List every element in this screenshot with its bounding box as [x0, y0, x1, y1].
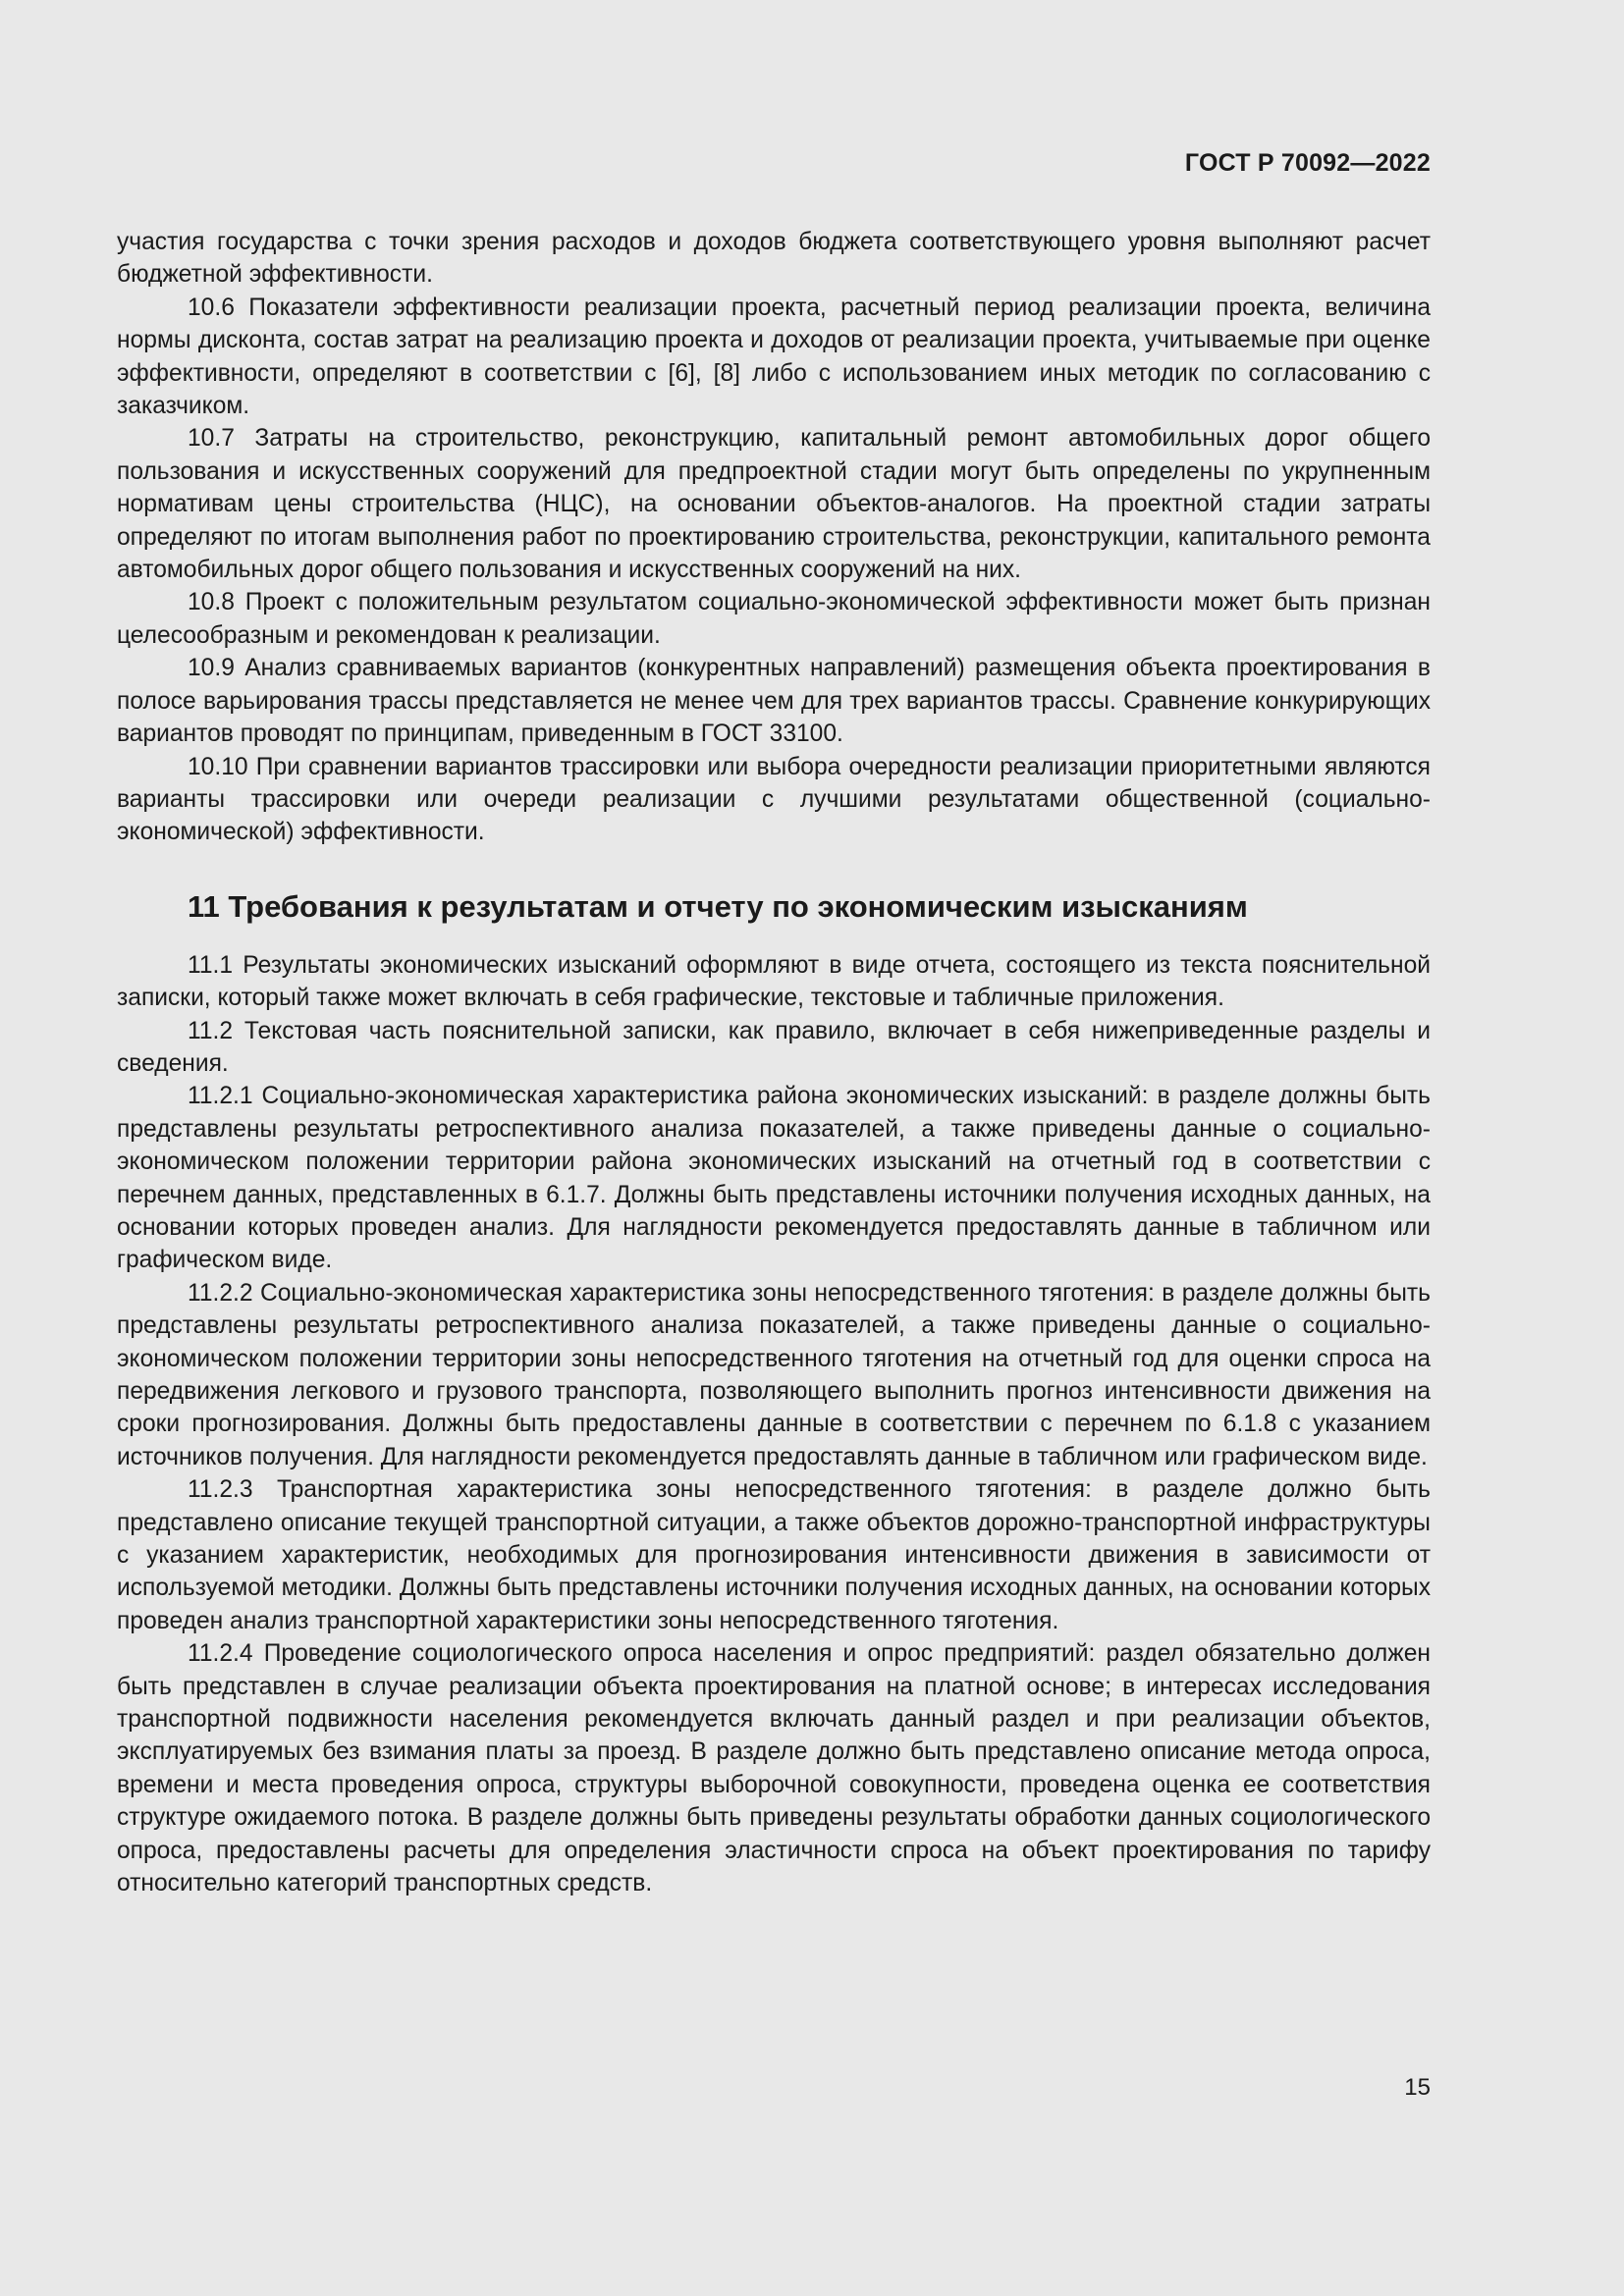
paragraph-11-2-1: 11.2.1 Социально-экономическая характеристика района экономических изысканий: в разделе должны быть представлены результаты ретроспективного анализа показателей, а также приведены данные о социально-экономическом положении территории района экономических изысканий на отчетный год в соответствии с перечнем данных, представленных в 6.1.7. Должны быть представлены источники получения исходных данных, на основании которых проведен анализ. Для наглядности рекомендуется предоставлять данные в табличном или графическом виде.: [117, 1083, 1431, 1274]
paragraph-11-2-4: 11.2.4 Проведение социологического опроса населения и опрос предприятий: раздел обязательно должен быть представлен в случае реализации объекта проектирования на платной основе; в интересах исследования транспортной подвижности населения рекомендуется включать данный раздел и при реализации объектов, эксплуатируемых без взимания платы за проезд. В разделе должно быть представлено описание метода опроса, времени и места проведения опроса, структуры выборочной совокупности, проведена оценка ее соответствия структуре ожидаемого потока. В разделе должны быть приведены результаты обработки данных социологического опроса, предоставлены расчеты для определения эластичности спроса на объект проектирования по тарифу относительно категорий транспортных средств.: [117, 1640, 1431, 1897]
paragraph-10-6: 10.6 Показатели эффективности реализации проекта, расчетный период реализации проекта, величина нормы дисконта, состав затрат на реализацию проекта и доходов от реализации проекта, учитываемые при оценке эффективности, определяют в соответствии с [6], [8] либо с использованием иных методик по согласованию с заказчиком.: [117, 294, 1431, 420]
page-content: [117, 226, 1431, 1900]
section-11-heading: 11 Требования к результатам и отчету по экономическим изысканиям: [188, 888, 1248, 924]
paragraph-11-2: 11.2 Текстовая часть пояснительной записки, как правило, включает в себя нижеприведенные разделы и сведения.: [117, 1017, 1431, 1077]
paragraph-10-10: 10.10 При сравнении вариантов трассировки или выбора очередности реализации приоритетными являются варианты трассировки или очереди реализации с лучшими результатами общественной (социально-экономической) эффективности.: [117, 753, 1431, 846]
paragraph-10-9: 10.9 Анализ сравниваемых вариантов (конкурентных направлений) размещения объекта проектирования в полосе варьирования трассы представляется не менее чем для трех вариантов трассы. Сравнение конкурирующих вариантов проводят по принципам, приведенным в ГОСТ 33100.: [117, 655, 1431, 748]
paragraph-10-7: 10.7 Затраты на строительство, реконструкцию, капитальный ремонт автомобильных дорог общего пользования и искусственных сооружений для предпроектной стадии могут быть определены по укрупненным нормативам цены строительства (НЦС), на основании объектов-аналогов. На проектной стадии затраты определяют по итогам выполнения работ по проектированию строительства, реконструкции, капитального ремонта автомобильных дорог общего пользования и искусственных сооружений на них.: [117, 425, 1431, 584]
paragraph-11-2-2: 11.2.2 Социально-экономическая характеристика зоны непосредственного тяготения: в разделе должны быть представлены результаты ретроспективного анализа показателей, а также приведены данные о социально-экономическом положении территории зоны непосредственного тяготения на отчетный год для оценки спроса на передвижения легкового и грузового транспорта, позволяющего выполнить прогноз интенсивности движения на сроки прогнозирования. Должны быть предоставлены данные в соответствии с перечнем по 6.1.8 с указанием источников получения. Для наглядности рекомендуется предоставлять данные в табличном или графическом виде.: [117, 1279, 1431, 1470]
paragraph-11-1: 11.1 Результаты экономических изысканий оформляют в виде отчета, состоящего из текста пояснительной записки, который также может включать в себя графические, текстовые и табличные приложения.: [117, 951, 1431, 1012]
paragraph-11-2-3: 11.2.3 Транспортная характеристика зоны непосредственного тяготения: в разделе должно быть представлено описание текущей транспортной ситуации, а также объектов дорожно-транспортной инфраструктуры с указанием характеристик, необходимых для прогнозирования интенсивности движения в зависимости от используемой методики. Должны быть представлены источники получения исходных данных, на основании которых проведен анализ транспортной характеристики зоны непосредственного тяготения.: [117, 1476, 1431, 1634]
page-number: 15: [1404, 2074, 1431, 2101]
paragraph-10-5-continuation: участия государства с точки зрения расходов и доходов бюджета соответствующего уровня выполняют расчет бюджетной эффективности.: [117, 229, 1431, 289]
paragraph-10-8: 10.8 Проект с положительным результатом социально-экономической эффективности может быть признан целесообразным и рекомендован к реализации.: [117, 589, 1431, 649]
document-code: ГОСТ Р 70092—2022: [1184, 149, 1431, 177]
